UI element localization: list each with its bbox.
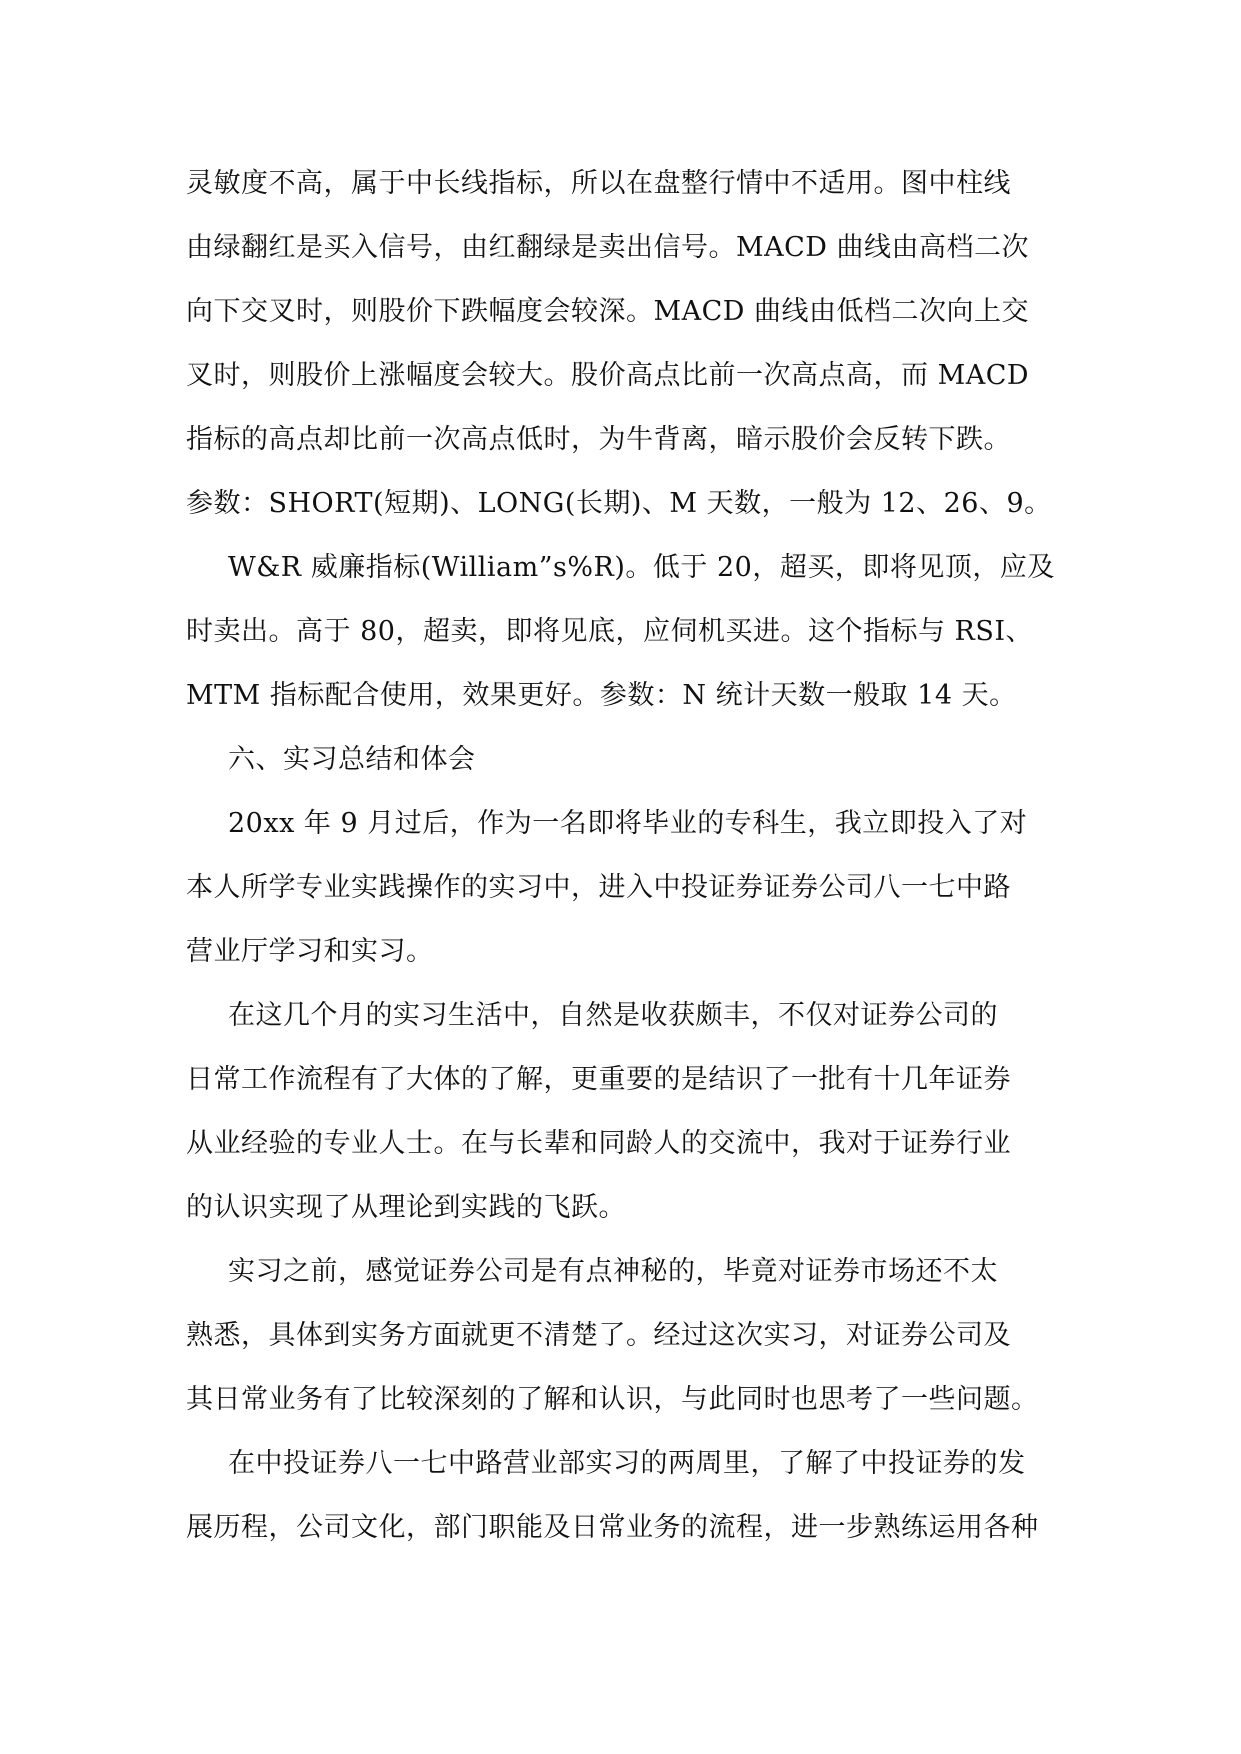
text-line: 叉时，则股价上涨幅度会较大。股价高点比前一次高点高，而 MACD [186, 360, 1030, 391]
text-line: 营业厅学习和实习。 [186, 936, 434, 967]
text-line: 本人所学专业实践操作的实习中，进入中投证券证券公司八一七中路 [186, 872, 1011, 903]
text-line: 从业经验的专业人士。在与长辈和同龄人的交流中，我对于证券行业 [186, 1128, 1011, 1159]
text-line: 其日常业务有了比较深刻的了解和认识，与此同时也思考了一些问题。 [186, 1384, 1039, 1415]
paragraph-first-line: 在这几个月的实习生活中，自然是收获颇丰，不仅对证券公司的 [228, 1000, 998, 1031]
text-line: 展历程，公司文化，部门职能及日常业务的流程，进一步熟练运用各种 [186, 1512, 1039, 1543]
document-body [186, 152, 1066, 1560]
text-line: 由绿翻红是买入信号，由红翻绿是卖出信号。MACD 曲线由高档二次 [186, 232, 1030, 263]
text-line: 参数：SHORT(短期)、LONG(长期)、M 天数，一般为 12、26、9。 [186, 488, 1052, 519]
paragraph-first-line: W&R 威廉指标(William”s%R)。低于 20，超买，即将见顶，应及 [228, 552, 1055, 583]
text-line: 指标的高点却比前一次高点低时，为牛背离，暗示股价会反转下跌。 [186, 424, 1011, 455]
text-line: 灵敏度不高，属于中长线指标，所以在盘整行情中不适用。图中柱线 [186, 168, 1011, 199]
text-line: 时卖出。高于 80，超卖，即将见底，应伺机买进。这个指标与 RSI、 [186, 616, 1034, 647]
text-line: 日常工作流程有了大体的了解，更重要的是结识了一批有十几年证券 [186, 1064, 1011, 1095]
paragraph-first-line: 在中投证券八一七中路营业部实习的两周里，了解了中投证券的发 [228, 1448, 1026, 1479]
text-line: 向下交叉时，则股价下跌幅度会较深。MACD 曲线由低档二次向上交 [186, 296, 1030, 327]
text-line: 的认识实现了从理论到实践的飞跃。 [186, 1192, 626, 1223]
section-heading: 六、实习总结和体会 [228, 744, 476, 775]
paragraph-first-line: 20xx 年 9 月过后，作为一名即将毕业的专科生，我立即投入了对 [228, 808, 1028, 839]
paragraph-first-line: 实习之前，感觉证券公司是有点神秘的，毕竟对证券市场还不太 [228, 1256, 998, 1287]
text-line: 熟悉，具体到实务方面就更不清楚了。经过这次实习，对证券公司及 [186, 1320, 1011, 1351]
text-line: MTM 指标配合使用，效果更好。参数：N 统计天数一般取 14 天。 [186, 680, 1017, 711]
